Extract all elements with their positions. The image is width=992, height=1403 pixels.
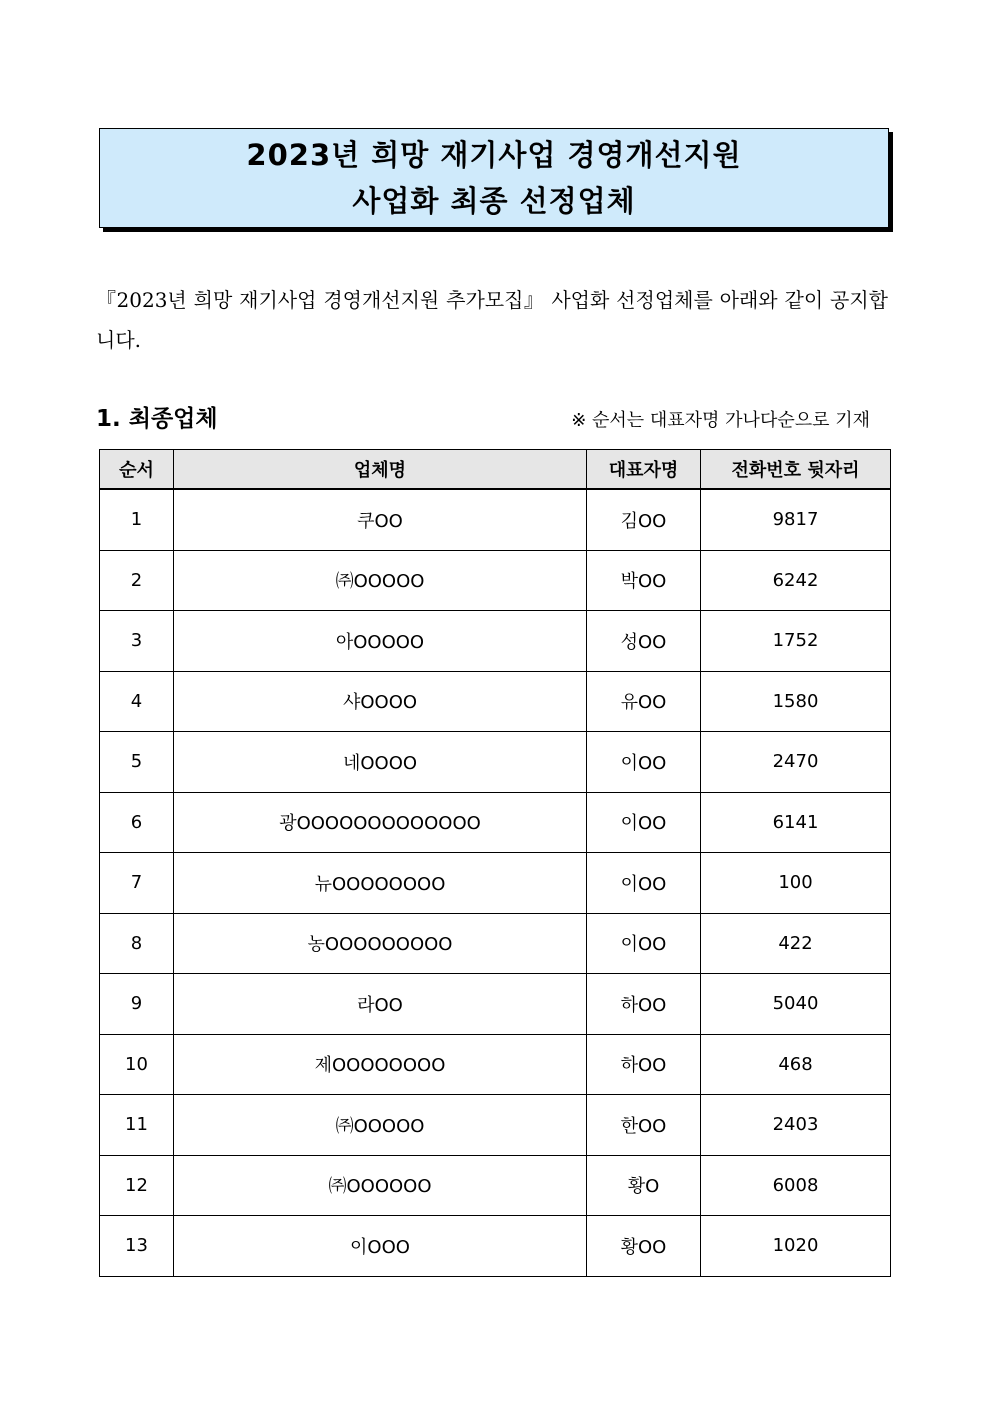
cell-company: 라OO <box>174 974 587 1035</box>
header-phone: 전화번호 뒷자리 <box>701 450 891 490</box>
cell-company: 샤OOOO <box>174 671 587 732</box>
cell-company: 제OOOOOOOO <box>174 1034 587 1095</box>
header-company: 업체명 <box>174 450 587 490</box>
cell-representative: 하OO <box>587 974 701 1035</box>
cell-phone: 2470 <box>701 732 891 793</box>
cell-order: 9 <box>100 974 174 1035</box>
cell-representative: 성OO <box>587 611 701 672</box>
cell-representative: 황OO <box>587 1216 701 1277</box>
cell-order: 1 <box>100 489 174 550</box>
section-note: ※ 순서는 대표자명 가나다순으로 기재 <box>571 410 870 431</box>
cell-representative: 이OO <box>587 792 701 853</box>
table-row <box>100 489 891 550</box>
cell-representative: 이OO <box>587 853 701 914</box>
cell-phone: 5040 <box>701 974 891 1035</box>
cell-order: 2 <box>100 550 174 611</box>
results-table <box>99 449 891 1277</box>
title-box <box>99 128 889 228</box>
title-line-2: 사업화 최종 선정업체 <box>352 184 636 218</box>
cell-phone: 9817 <box>701 489 891 550</box>
cell-phone: 422 <box>701 913 891 974</box>
cell-representative: 이OO <box>587 732 701 793</box>
cell-company: 뉴OOOOOOOO <box>174 853 587 914</box>
cell-representative: 김OO <box>587 489 701 550</box>
cell-phone: 1580 <box>701 671 891 732</box>
cell-company: 네OOOO <box>174 732 587 793</box>
cell-phone: 6008 <box>701 1155 891 1216</box>
title-line-1: 2023년 희망 재기사업 경영개선지원 <box>246 138 742 172</box>
cell-representative: 하OO <box>587 1034 701 1095</box>
cell-phone: 1020 <box>701 1216 891 1277</box>
cell-phone: 6242 <box>701 550 891 611</box>
cell-representative: 박OO <box>587 550 701 611</box>
header-representative: 대표자명 <box>587 450 701 490</box>
cell-order: 13 <box>100 1216 174 1277</box>
cell-order: 10 <box>100 1034 174 1095</box>
cell-company: 아OOOOO <box>174 611 587 672</box>
table-row <box>100 1095 891 1156</box>
cell-company: 이OOO <box>174 1216 587 1277</box>
cell-order: 7 <box>100 853 174 914</box>
cell-company: ㈜OOOOO <box>174 1095 587 1156</box>
cell-company: 농OOOOOOOOO <box>174 913 587 974</box>
cell-order: 12 <box>100 1155 174 1216</box>
cell-order: 5 <box>100 732 174 793</box>
cell-order: 6 <box>100 792 174 853</box>
table-row <box>100 1216 891 1277</box>
table-row <box>100 913 891 974</box>
cell-phone: 1752 <box>701 611 891 672</box>
table-row <box>100 974 891 1035</box>
intro-paragraph: 『2023년 희망 재기사업 경영개선지원 추가모집』 사업화 선정업체를 아래와 같이 공지합니다. <box>96 288 888 352</box>
cell-order: 11 <box>100 1095 174 1156</box>
cell-order: 3 <box>100 611 174 672</box>
cell-representative: 황O <box>587 1155 701 1216</box>
cell-company: 쿠OO <box>174 489 587 550</box>
cell-company: ㈜OOOOO <box>174 550 587 611</box>
cell-representative: 한OO <box>587 1095 701 1156</box>
section-title: 1. 최종업체 <box>96 406 218 432</box>
table-row <box>100 853 891 914</box>
table-row <box>100 671 891 732</box>
table-row <box>100 732 891 793</box>
table-header-row <box>100 450 891 490</box>
table-row <box>100 611 891 672</box>
cell-phone: 2403 <box>701 1095 891 1156</box>
cell-phone: 6141 <box>701 792 891 853</box>
table-row <box>100 1155 891 1216</box>
cell-phone: 100 <box>701 853 891 914</box>
cell-phone: 468 <box>701 1034 891 1095</box>
table-row <box>100 1034 891 1095</box>
cell-company: ㈜OOOOOO <box>174 1155 587 1216</box>
cell-company: 광OOOOOOOOOOOOO <box>174 792 587 853</box>
table-row <box>100 792 891 853</box>
header-order: 순서 <box>100 450 174 490</box>
cell-representative: 이OO <box>587 913 701 974</box>
cell-representative: 유OO <box>587 671 701 732</box>
cell-order: 8 <box>100 913 174 974</box>
table-row <box>100 550 891 611</box>
cell-order: 4 <box>100 671 174 732</box>
